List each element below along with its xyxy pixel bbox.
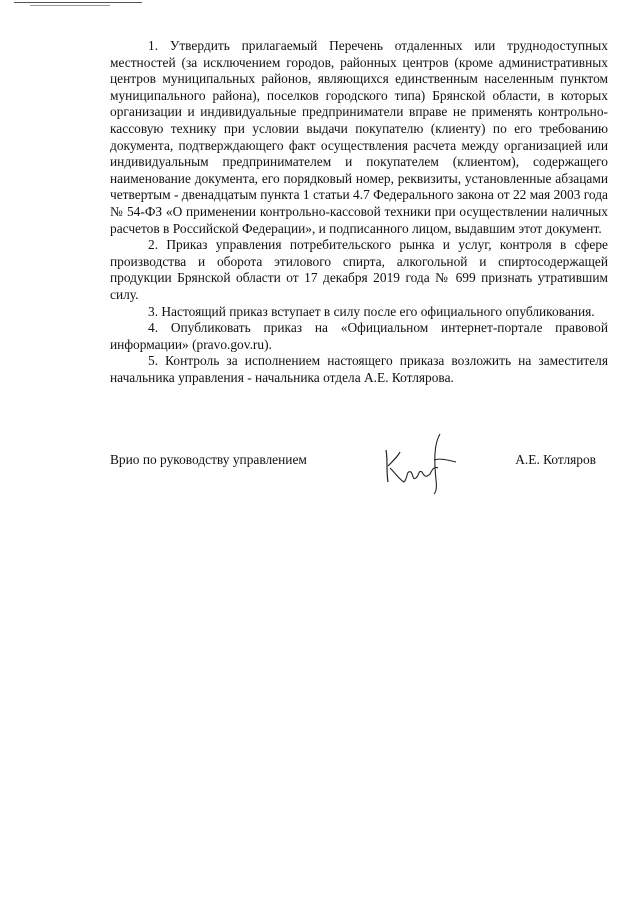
- signatory-name: А.Е. Котляров: [515, 452, 596, 467]
- paragraph-5: 5. Контроль за исполнением настоящего приказа возложить на заместителя начальника управления - начальника отдела А.Е. Котлярова.: [110, 353, 608, 385]
- signatory-title: Врио по руководству управлением: [110, 452, 307, 467]
- header-rule: [14, 2, 142, 3]
- paragraph-4: 4. Опубликовать приказ на «Официальном интернет-портале правовой информации» (pravo.gov.ru).: [110, 320, 608, 352]
- document-body: [110, 38, 608, 386]
- paragraph-3: 3. Настоящий приказ вступает в силу после его официального опубликования.: [148, 303, 595, 319]
- signature-block: [110, 452, 608, 492]
- paragraph-1: 1. Утвердить прилагаемый Перечень отдаленных или труднодоступных местностей (за исключением городов, районных центров (кроме административных центров муниципальных районов, являющихся единственным населенным пунктом муниципального района), поселков городского типа) Брянской области, в которых организации и индивидуальные предприниматели вправе не применять контрольно-кассовую технику при условии выдачи покупателю (клиенту) по его требованию документа, подтверждающего факт осуществления расчета между организацией или индивидуальным предпринимателем и покупателем (клиентом), содержащего наименование документа, его порядковый номер, реквизиты, установленные абзацами четвертым - двенадцатым пункта 1 статьи 4.7 Федерального закона от 22 мая 2003 года № 54-ФЗ «О применении контрольно-кассовой техники при осуществлении наличных расчетов в Российской Федерации», и подписанного лицом, выдавшим этот документ.: [110, 38, 608, 236]
- handwritten-signature: [378, 430, 468, 496]
- paragraph-2: 2. Приказ управления потребительского рынка и услуг, контроля в сфере производства и оборота этилового спирта, алкогольной и спиртосодержащей продукции Брянской области от 17 декабря 2019 года № 699 признать утратившим силу.: [110, 237, 608, 302]
- header-rule-secondary: [30, 5, 110, 6]
